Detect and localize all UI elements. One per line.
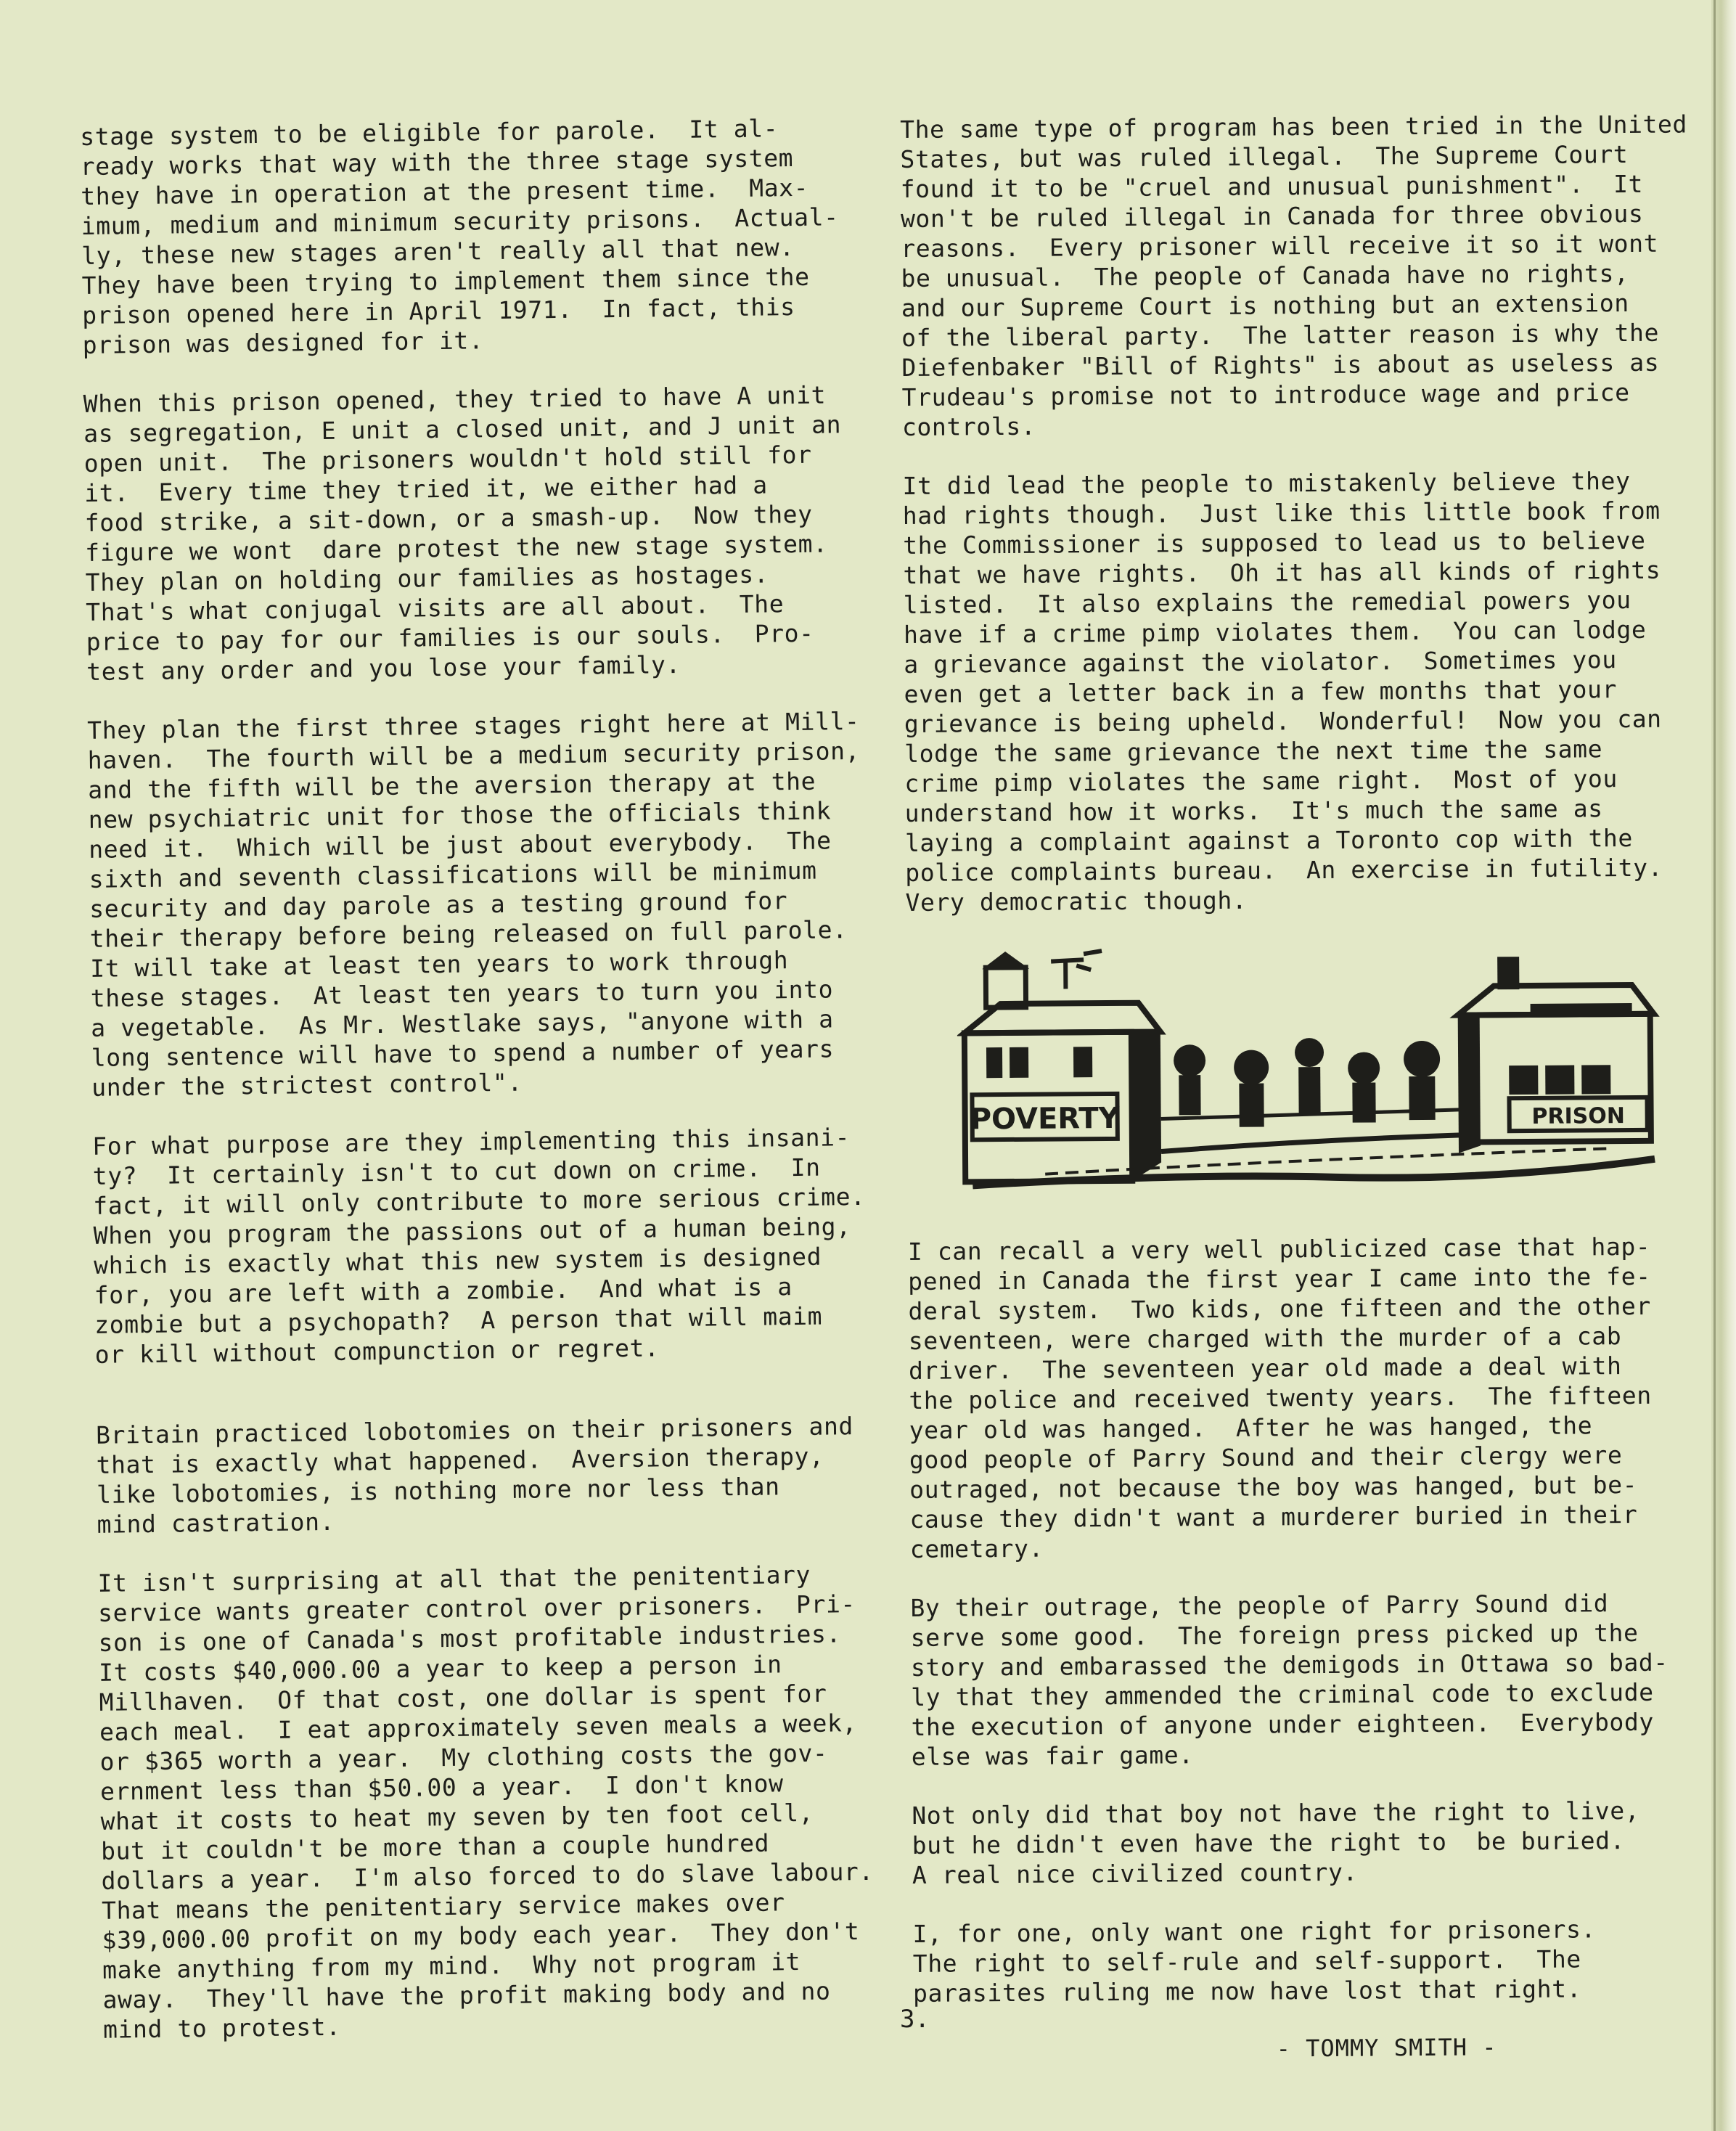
paragraph: It did lead the people to mistakenly believe they had rights though. Just like this little book from the Commissioner is supposed to lead us to believe that we have rights. Oh it has all kinds of rights listed. It also explains the remedial powers you have if a crime pimp violates them. You can lodge a grievance against the violator. Sometimes you even get a letter back in a few months that your grievance is being upheld. Wonderful! Now you can lodge the same grievance the next time the same crime pimp violates the same right. Most of you understand how it works. It's much the same as laying a complaint against a Toronto cop with the police complaints bureau. An exercise in futility. Very democratic though. xyxy=(902,466,1663,917)
left-column xyxy=(80,113,880,2074)
paragraph: I can recall a very well publicized case that hap- pened in Canada the first year I came into the fe- deral system. Two kids, one fifteen and the other seventeen, were charged with the murder of a cab driver. The seventeen year old made a deal with the police and received twenty years. The fifteen year old was hanged. After he was hanged, the good people of Parry Sound and their clergy were outraged, not because the boy was hanged, but be- cause they didn't want a murderer buried in their cemetary. xyxy=(907,1232,1652,1563)
prison-label: PRISON xyxy=(1531,1103,1626,1129)
paragraph: When this prison opened, they tried to have A unit as segregation, E unit a closed unit, and J unit an open unit. The prisoners wouldn't hold still for it. Every time they tried it, we either had a food strike, a sit-down, or a smash-up. Now they figure we wont dare protest the new stage system. They plan on holding our families as hostages. That's what conjugal visits are all about. The price to pay for our families is our souls. Pro- test any order and you lose your family. xyxy=(83,380,842,686)
paragraph: The same type of program has been tried in the United States, but was ruled illegal. The Supreme Court found it to be "cruel and unusual punishment". It won't be ruled illegal in Canada for three obvious reasons. Every prisoner will receive it so it wont be unusual. The people of Canada have no rights, and our Supreme Court is nothing but an extension of the liberal party. The latter reason is why the Diefenbaker "Bill of Rights" is about as useless as Trudeau's promise not to introduce wage and price controls. xyxy=(900,110,1688,441)
poverty-label: POVERTY xyxy=(970,1101,1120,1137)
right-column xyxy=(900,110,1690,2065)
paragraph: They plan the first three stages right here at Mill- haven. The fourth will be a medium security prison, and the fifth will be the aversion therapy at the new psychiatric unit for those the officials think need it. Which will be just about everybody. The sixth and seventh classifications will be minimum security and day parole as a testing ground for their therapy before being released on full parole. It will take at least ten years to work through these stages. At least ten years to turn you into a vegetable. As Mr. Westlake says, "anyone with a long sentence will have to spend a number of years under the strictest control". xyxy=(87,706,861,1102)
paragraph: stage system to be eligible for parole. It al- ready works that way with the three stage system they have in operation at the present time. Max- imum, medium and minimum security prisons. Actual- ly, these new stages aren't really all that new. They have been trying to implement them since the prison opened here in April 1971. In fact, this prison was designed for it. xyxy=(80,114,839,359)
people-figures xyxy=(1174,1037,1441,1128)
paragraph: Not only did that boy not have the right to live, but he didn't even have the right to be buried. A real nice civilized country. xyxy=(912,1796,1640,1889)
prison-building xyxy=(1457,956,1655,1153)
cartoon-drawing xyxy=(957,941,1669,1208)
poverty-building xyxy=(964,951,1161,1182)
page-number: 3. xyxy=(900,2005,930,2034)
author-signature: - TOMMY SMITH - xyxy=(1276,2033,1497,2063)
poverty-prison-cartoon xyxy=(957,941,1669,1208)
paragraph: For what purpose are they implementing this insani- ty? It certainly isn't to cut down on crime. In fact, it will only contribute to more serious crime. When you program the passions out of a human being, which is exactly what this new system is designed for, you are left with a zombie. And what is a zombie but a psychopath? A person that will maim or kill without compunction or regret. xyxy=(92,1123,866,1369)
paragraph: Britain practiced lobotomies on their prisoners and that is exactly what happened. Aversion therapy, like lobotomies, is nothing more nor less than mind castration. xyxy=(95,1412,854,1539)
paragraph: By their outrage, the people of Parry Sound did serve some good. The foreign press picked up the story and embarassed the demigods in Ottawa so bad- ly that they ammended the criminal code to exclude the execution of anyone under eighteen. Everybody else was fair game. xyxy=(910,1589,1669,1771)
binding-line xyxy=(1714,0,1716,2131)
paragraph: It isn't surprising at all that the penitentiary service wants greater control over prisoners. Pri- son is one of Canada's most profitable industries. It costs $40,000.00 a year to keep a person in Millhaven. Of that cost, one dollar is spent for each meal. I eat approximately seven meals a week, or $365 worth a year. My clothing costs the gov- ernment less than $50.00 a year. I don't know what it costs to heat my seven by ten foot cell, but it couldn't be more than a couple hundred dollars a year. I'm also forced to do slave labour. That means the penitentiary service makes over $39,000.00 profit on my body each year. They don't make anything from my mind. Why not program it away. They'll have the profit making body and no mind to protest. xyxy=(97,1560,875,2044)
paragraph: I, for one, only want one right for prisoners. The right to self-rule and self-support. The parasites ruling me now have lost that right. xyxy=(912,1915,1597,2008)
